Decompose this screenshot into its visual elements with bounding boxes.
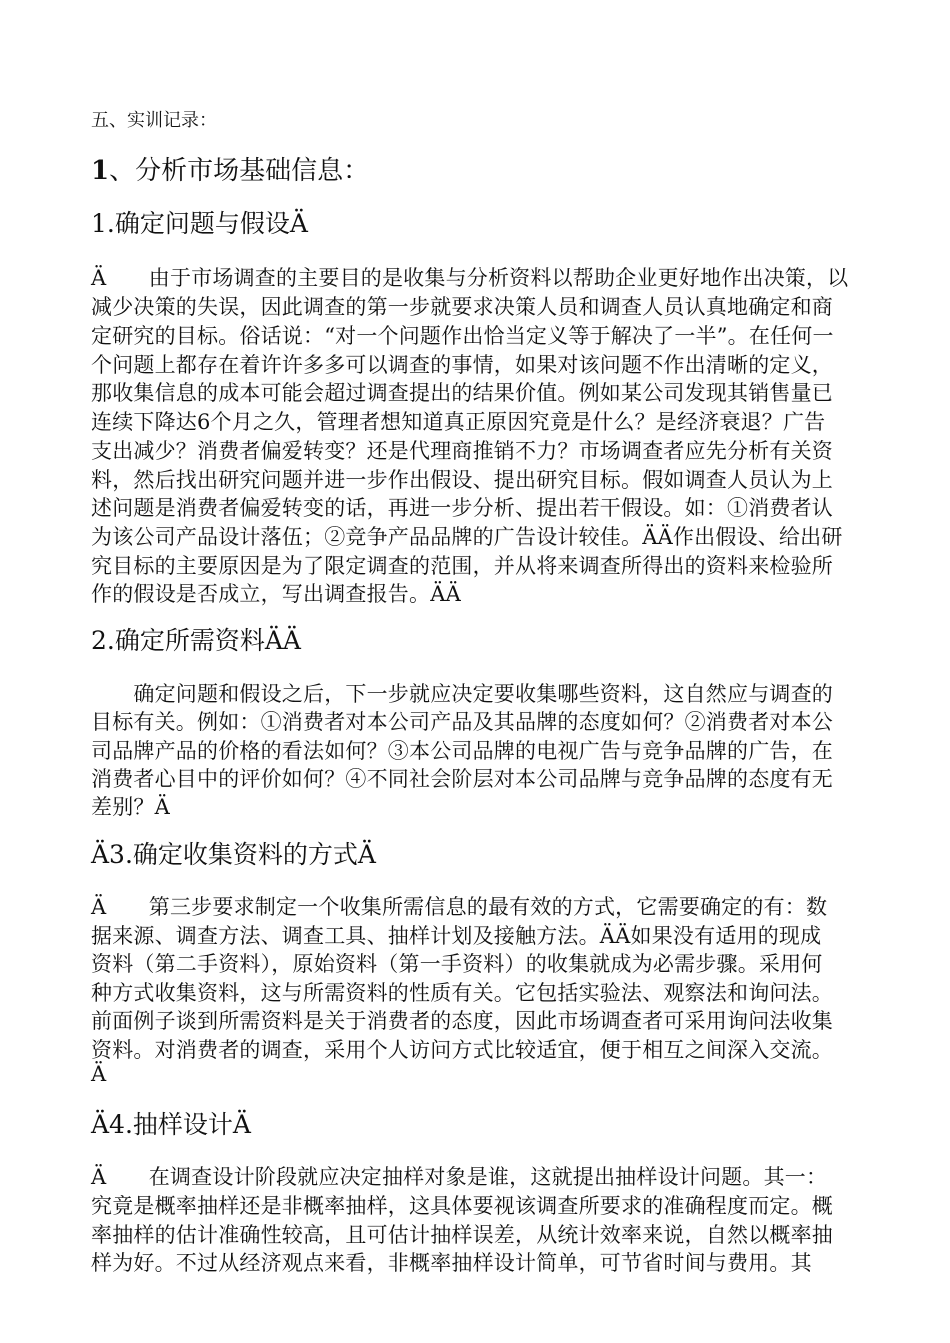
section-label: 五、实训记录：: [91, 110, 217, 131]
paragraph-line: Ä 由于市场调查的主要目的是收集与分析资料以帮助企业更好地作出决策，以: [91, 266, 849, 290]
paragraph-line: 样为好。不过从经济观点来看，非概率抽样设计简单，可节省时间与费用。其: [91, 1251, 812, 1275]
paragraph-line: 种方式收集资料，这与所需资料的性质有关。它包括实验法、观察法和询问法。: [91, 981, 833, 1005]
heading-1: [91, 150, 369, 187]
paragraph-line: 究目标的主要原因是为了限定调查的范围，并从将来调查所得出的资料来检验所: [91, 554, 833, 578]
paragraph-line: 消费者心目中的评价如何？④不同社会阶层对本公司品牌与竞争品牌的态度有无: [91, 767, 833, 791]
paragraph-line: 确定问题和假设之后，下一步就应决定要收集哪些资料，这自然应与调查的: [91, 682, 833, 706]
paragraph-line: 差别？Ä: [91, 795, 170, 819]
paragraph-line: 定研究的目标。俗话说：“对一个问题作出恰当定义等于解决了一半”。在任何一: [91, 324, 834, 348]
subheading-1: 1.确定问题与假设Ä: [91, 209, 308, 238]
paragraph-line: 述问题是消费者偏爱转变的话，再进一步分析、提出若干假设。如：①消费者认: [91, 496, 833, 520]
paragraph-line: 究竟是概率抽样还是非概率抽样，这具体要视该调查所要求的准确程度而定。概: [91, 1194, 833, 1218]
paragraph-line: 个问题上都存在着许许多多可以调查的事情，如果对该问题不作出清晰的定义，: [91, 353, 833, 377]
heading-1-text: 、分析市场基础信息：: [109, 156, 370, 186]
paragraph-line: 资料。对消费者的调查，采用个人访问方式比较适宜，便于相互之间深入交流。: [91, 1038, 833, 1062]
subheading-3: Ä3.确定收集资料的方式Ä: [91, 840, 376, 869]
paragraph-line: Ä 第三步要求制定一个收集所需信息的最有效的方式，它需要确定的有：数: [91, 895, 828, 919]
paragraph-line: 料，然后找出研究问题并进一步作出假设、提出研究目标。假如调查人员认为上: [91, 468, 833, 492]
paragraph-line: 前面例子谈到所需资料是关于消费者的态度，因此市场调查者可采用询问法收集: [91, 1009, 833, 1033]
paragraph-line: 那收集信息的成本可能会超过调查提出的结果价值。例如某公司发现其销售量已: [91, 381, 833, 405]
subheading-2: 2.确定所需资料ÄÄ: [91, 626, 301, 655]
paragraph-line: 连续下降达6个月之久，管理者想知道真正原因究竟是什么？是经济衰退？广告: [91, 410, 826, 434]
paragraph-line: 减少决策的失误，因此调查的第一步就要求决策人员和调查人员认真地确定和商: [91, 295, 833, 319]
paragraph-line: 支出减少？消费者偏爱转变？还是代理商推销不力？市场调查者应先分析有关资: [91, 439, 833, 463]
paragraph-line: Ä: [91, 1062, 107, 1086]
heading-1-number: 1: [91, 156, 110, 186]
paragraph-line: 为该公司产品设计落伍；②竞争产品品牌的广告设计较佳。ÄÄ作出假设、给出研: [91, 525, 843, 549]
paragraph-line: 率抽样的估计准确性较高，且可估计抽样误差，从统计效率来说，自然以概率抽: [91, 1223, 833, 1247]
paragraph-line: 据来源、调查方法、调查工具、抽样计划及接触方法。ÄÄ如果没有适用的现成: [91, 924, 822, 948]
paragraph-line: 目标有关。例如：①消费者对本公司产品及其品牌的态度如何？②消费者对本公: [91, 710, 833, 734]
subheading-4: Ä4.抽样设计Ä: [91, 1110, 251, 1139]
paragraph-line: Ä 在调查设计阶段就应决定抽样对象是谁，这就提出抽样设计问题。其一：: [91, 1165, 828, 1189]
paragraph-line: 作的假设是否成立，写出调查报告。ÄÄ: [91, 582, 461, 606]
paragraph-line: 司品牌产品的价格的看法如何？③本公司品牌的电视广告与竞争品牌的广告，在: [91, 739, 833, 763]
paragraph-line: 资料（第二手资料），原始资料（第一手资料）的收集就成为必需步骤。采用何: [91, 952, 823, 976]
